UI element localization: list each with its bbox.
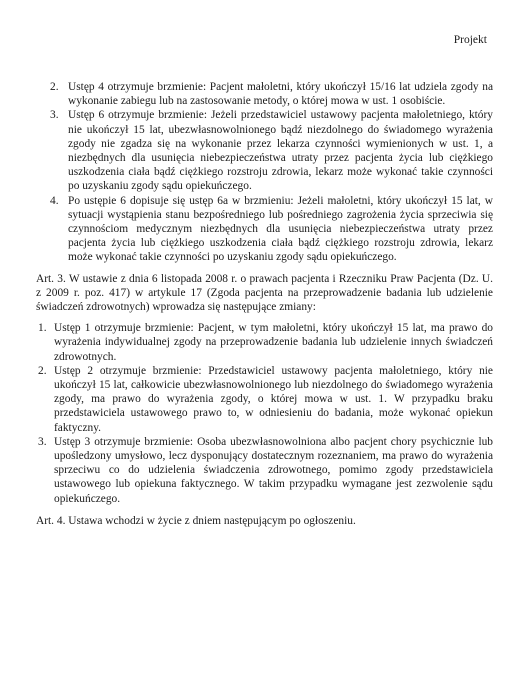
list-item-number: 2. xyxy=(50,81,59,93)
list-item xyxy=(50,108,493,193)
list-item xyxy=(36,321,493,364)
amendment-list-art2 xyxy=(50,80,493,265)
amendment-list-art3 xyxy=(36,321,493,506)
list-item-text: Po ustępie 6 dopisuje się ustęp 6a w brzmieniu: Jeżeli małoletni, który ukończył 15 lat, w sytuacji wystąpienia stanu bezpośredniego lub pośredniego zagrożenia życia sprzeciwia się czynnościom medycznym niezbędnych dla usunięcia niebezpieczeństwa utraty przez pacjenta życia lub ciężkiego uszkodzenia ciała bądź ciężkiego rozstroju zdrowia, lekarz może wykonać takie czynności po uzyskaniu zgody sądu opiekuńczego. xyxy=(68,194,493,264)
list-item-number: 3. xyxy=(38,435,47,448)
list-item xyxy=(50,194,493,265)
list-item-number: 3. xyxy=(50,109,59,122)
list-item-number: 2. xyxy=(38,364,47,377)
list-item-number: 1. xyxy=(38,322,47,335)
document-body xyxy=(36,80,493,528)
article-4-paragraph: Art. 4. Ustawa wchodzi w życie z dniem następującym po ogłoszeniu. xyxy=(36,514,356,527)
document-header-label: Projekt xyxy=(453,34,487,46)
list-item-number: 4. xyxy=(50,194,59,207)
list-item-text: Ustęp 3 otrzymuje brzmienie: Osoba ubezwłasnowolniona albo pacjent chory psychicznie lub upośledzony umysłowo, lecz dysponujący dostatecznym rozeznaniem, ma prawo do wyrażenia sprzeciwu co do udzielenia świadczenia zdrowotnego, pomimo zgody przedstawiciela ustawowego lub opiekuna faktycznego. W takim przypadku wymagane jest zezwolenie sądu opiekuńczego. xyxy=(54,435,493,505)
article-3-paragraph: Art. 3. W ustawie z dnia 6 listopada 2008 r. o prawach pacjenta i Rzeczniku Praw Pacjenta (Dz. U. z 2009 r. poz. 417) w artykule 17 (Zgoda pacjenta na przeprowadzenie badania lub udzielenie świadczeń zdrowotnych) wprowadza się następujące zmiany: xyxy=(36,272,493,314)
list-item-text: Ustęp 6 otrzymuje brzmienie: Jeżeli przedstawiciel ustawowy pacjenta małoletniego, który nie ukończył 15 lat, ubezwłasnowolnionego bądź niezdolnego do świadomego wyrażenia zgody nie zgadza się na wykonanie przez lekarza czynności wymienionych w ust. 1, a niezbędnych dla usunięcia niebezpieczeństwa utraty przez pacjenta życia lub ciężkiego uszkodzenia ciała bądź ciężkiego rozstroju zdrowia, lekarz może wykonać takie czynności po uzyskaniu zgody sądu opiekuńczego. xyxy=(68,109,493,193)
list-item xyxy=(36,364,493,435)
list-item xyxy=(36,435,493,506)
list-item-text: Ustęp 1 otrzymuje brzmienie: Pacjent, w tym małoletni, który ukończył 15 lat, ma prawo do wyrażenia indywidualnej zgody na przeprowadzenie badania lub udzielenie innych świadczeń zdrowotnych. xyxy=(54,322,493,363)
list-item-text: Ustęp 4 otrzymuje brzmienie: Pacjent małoletni, który ukończył 15/16 lat udziela zgody na wykonanie zabiegu lub na zastosowanie metody, o której mowa w ust. 1 osobiście. xyxy=(68,81,493,108)
list-item xyxy=(50,80,493,108)
list-item-text: Ustęp 2 otrzymuje brzmienie: Przedstawiciel ustawowy pacjenta małoletniego, który nie ukończył 15 lat, całkowicie ubezwłasnowolnionego lub niezdolnego do świadomego wyrażenia zgody, ma prawo do wyrażenia zgody, o której mowa w ust. 1. W przypadku braku przedstawiciela ustawowego prawo to, w odniesieniu do badania, może wykonać opiekun faktyczny. xyxy=(54,364,493,434)
